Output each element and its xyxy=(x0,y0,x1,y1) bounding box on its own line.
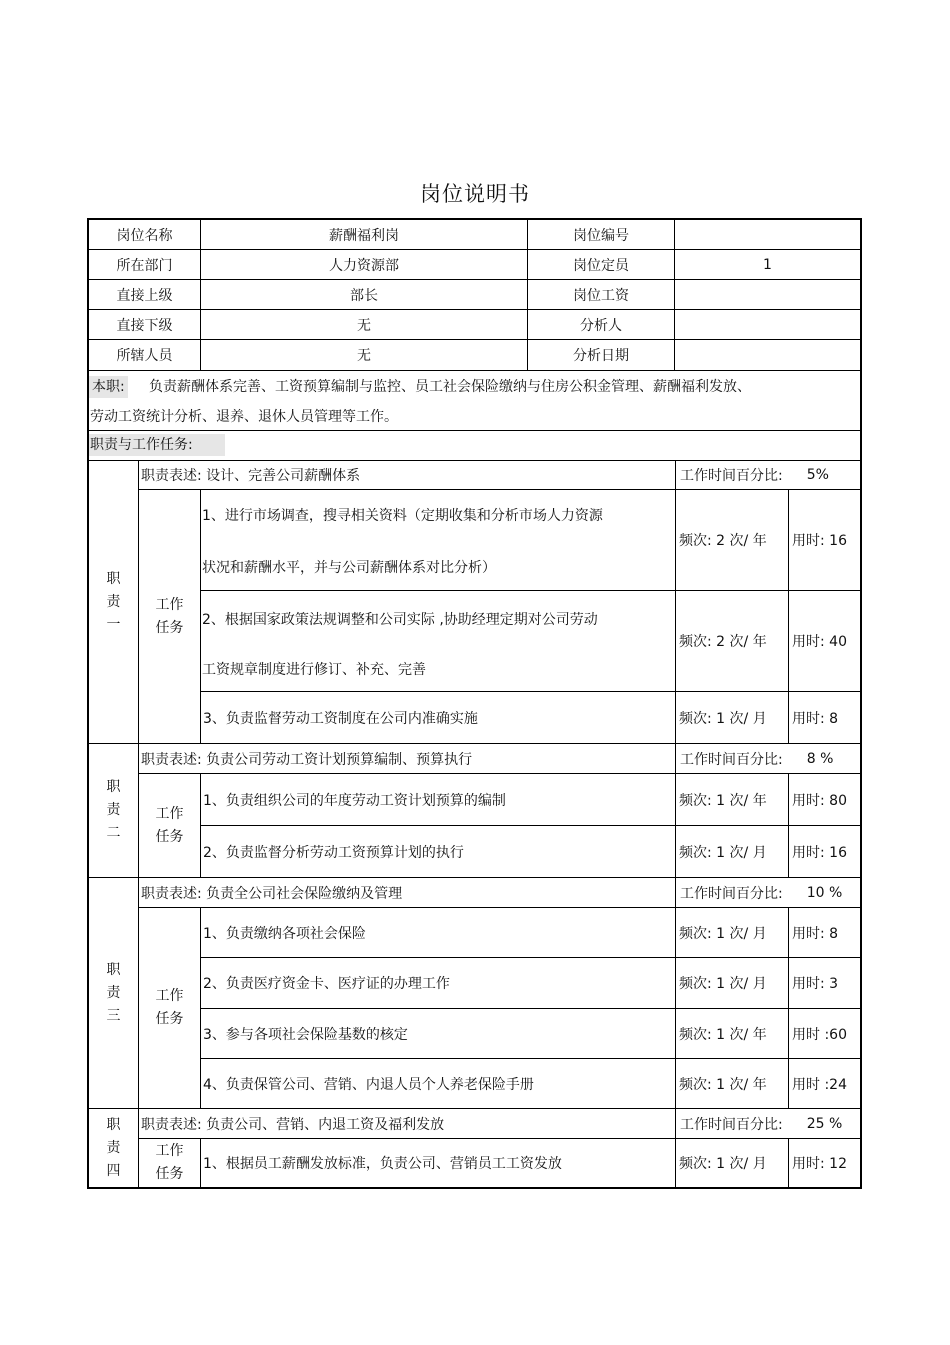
duty-3-task-1-frequency: 频次: 1 次/ 月 xyxy=(675,907,789,958)
duty-1-task-1: 1、进行市场调查，搜寻相关资料（定期收集和分析市场人力资源 状况和薪酬水平，并与公司薪酬体系对比分析） xyxy=(200,489,676,591)
duty-3-task-2-frequency: 频次: 1 次/ 月 xyxy=(675,957,789,1009)
duty-1-percent: 工作时间百分比: 5% xyxy=(675,460,861,490)
duty-2-task-1-time: 用时: 80 xyxy=(788,773,861,826)
label-analyst: 分析人 xyxy=(527,309,675,340)
duty-1-task-3-frequency: 频次: 1 次/ 月 xyxy=(675,691,789,744)
duties-heading-row xyxy=(88,430,861,461)
summary-line-2: 劳动工资统计分析、退养、退休人员管理等工作。 xyxy=(90,409,398,425)
duty-3-task-3-frequency: 频次: 1 次/ 年 xyxy=(675,1008,789,1059)
duty-4-percent: 工作时间百分比: 25 % xyxy=(675,1108,861,1139)
duty-3-task-3: 3、参与各项社会保险基数的核定 xyxy=(200,1008,676,1059)
duty-1-name: 职 责 一 xyxy=(88,460,139,744)
duty-3-task-2: 2、负责医疗资金卡、医疗证的办理工作 xyxy=(200,957,676,1009)
duty-3-task-1: 1、负责缴纳各项社会保险 xyxy=(200,907,676,958)
value-salary xyxy=(674,279,861,310)
duty-4-statement: 职责表述: 负责公司、营销、内退工资及福利发放 xyxy=(138,1108,676,1139)
duty-3-task-4-time: 用时 :24 xyxy=(788,1058,861,1109)
duty-1-task-2: 2、根据国家政策法规调整和公司实际 ,协助经理定期对公司劳动 工资规章制度进行修订、补充、完善 xyxy=(200,590,676,692)
duties-heading: 职责与工作任务: xyxy=(89,434,225,456)
label-analysis-date: 分析日期 xyxy=(527,339,675,371)
duty-3-task-4-frequency: 频次: 1 次/ 年 xyxy=(675,1058,789,1109)
label-position-name: 岗位名称 xyxy=(88,219,201,250)
duty-3-task-4: 4、负责保管公司、营销、内退人员个人养老保险手册 xyxy=(200,1058,676,1109)
label-supervisor: 直接上级 xyxy=(88,279,201,310)
value-analyst xyxy=(674,309,861,340)
duty-3-task-1-time: 用时: 8 xyxy=(788,907,861,958)
duty-2-statement: 职责表述: 负责公司劳动工资计划预算编制、预算执行 xyxy=(138,743,676,774)
label-subordinate: 直接下级 xyxy=(88,309,201,340)
duty-1-task-1-time: 用时: 16 xyxy=(788,489,861,591)
duty-1-task-1-frequency: 频次: 2 次/ 年 xyxy=(675,489,789,591)
summary-label: 本职: xyxy=(92,379,125,395)
summary-section xyxy=(88,370,861,431)
value-supervisor: 部长 xyxy=(200,279,528,310)
duty-3-task-3-time: 用时 :60 xyxy=(788,1008,861,1059)
duty-2-task-1-frequency: 频次: 1 次/ 年 xyxy=(675,773,789,826)
duty-1-task-3: 3、负责监督劳动工资制度在公司内准确实施 xyxy=(200,691,676,744)
summary-line-1: 负责薪酬体系完善、工资预算编制与监控、员工社会保险缴纳与住房公积金管理、薪酬福利发放、 xyxy=(149,379,751,395)
duty-2-task-2-time: 用时: 16 xyxy=(788,825,861,878)
duty-3-task-2-time: 用时: 3 xyxy=(788,957,861,1009)
duty-1-statement: 职责表述: 设计、完善公司薪酬体系 xyxy=(138,460,676,490)
duty-4-task-1: 1、根据员工薪酬发放标准，负责公司、营销员工工资发放 xyxy=(200,1138,676,1188)
value-managed-staff: 无 xyxy=(200,339,528,371)
duty-3-percent: 工作时间百分比: 10 % xyxy=(675,877,861,908)
value-position-code xyxy=(674,219,861,250)
label-salary: 岗位工资 xyxy=(527,279,675,310)
duty-3-name: 职 责 三 xyxy=(88,877,139,1109)
duty-2-task-2-frequency: 频次: 1 次/ 月 xyxy=(675,825,789,878)
duty-1-task-3-time: 用时: 8 xyxy=(788,691,861,744)
duty-3-statement: 职责表述: 负责全公司社会保险缴纳及管理 xyxy=(138,877,676,908)
duty-1-task-2-frequency: 频次: 2 次/ 年 xyxy=(675,590,789,692)
value-subordinate: 无 xyxy=(200,309,528,340)
duty-2-percent: 工作时间百分比: 8 % xyxy=(675,743,861,774)
duty-4-name: 职 责 四 xyxy=(88,1108,139,1188)
label-managed-staff: 所辖人员 xyxy=(88,339,201,371)
duty-1-task-label: 工作 任务 xyxy=(138,489,201,744)
value-analysis-date xyxy=(674,339,861,371)
duty-1-task-2-time: 用时: 40 xyxy=(788,590,861,692)
duty-4-task-1-frequency: 频次: 1 次/ 月 xyxy=(675,1138,789,1188)
duty-4-task-label: 工作 任务 xyxy=(138,1138,201,1188)
label-position-code: 岗位编号 xyxy=(527,219,675,250)
value-department: 人力资源部 xyxy=(200,249,528,280)
duty-2-task-label: 工作 任务 xyxy=(138,773,201,878)
duty-3-task-label: 工作 任务 xyxy=(138,907,201,1109)
duty-2-task-2: 2、负责监督分析劳动工资预算计划的执行 xyxy=(200,825,676,878)
label-department: 所在部门 xyxy=(88,249,201,280)
duty-2-name: 职 责 二 xyxy=(88,743,139,878)
duty-4-task-1-time: 用时: 12 xyxy=(788,1138,861,1188)
label-headcount: 岗位定员 xyxy=(527,249,675,280)
page-title: 岗位说明书 xyxy=(420,182,530,206)
duty-2-task-1: 1、负责组织公司的年度劳动工资计划预算的编制 xyxy=(200,773,676,826)
value-position-name: 薪酬福利岗 xyxy=(200,219,528,250)
value-headcount: 1 xyxy=(674,249,861,280)
